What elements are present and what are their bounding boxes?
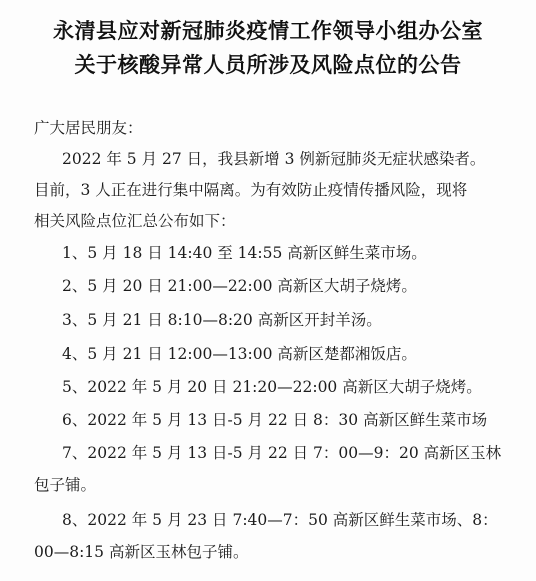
list-item-5: 5、2022 年 5 月 20 日 21:20—22:00 高新区大胡子烧烤。: [62, 378, 482, 396]
document-title-line2: 关于核酸异常人员所涉及风险点位的公告: [74, 53, 462, 77]
paragraph-1-line-1: 2022 年 5 月 27 日，我县新增 3 例新冠肺炎无症状感染者。: [62, 150, 486, 168]
list-item-6: 6、2022 年 5 月 13 日-5 月 22 日 8：30 高新区鲜生菜市场: [62, 411, 488, 429]
paragraph-1-line-2: 目前，3 人正在进行集中隔离。为有效防止疫情传播风险，现将: [34, 181, 468, 199]
greeting: 广大居民朋友：: [34, 119, 143, 137]
list-item-7-line-1: 7、2022 年 5 月 13 日-5 月 22 日 7：00—9：20 高新区玉林: [62, 444, 502, 462]
list-item-7-line-2: 包子铺。: [34, 476, 97, 494]
list-item-2: 2、5 月 20 日 21:00—22:00 高新区大胡子烧烤。: [62, 277, 417, 295]
list-item-3: 3、5 月 21 日 8:10—8:20 高新区开封羊汤。: [62, 311, 382, 329]
list-item-8-line-2: 00—8:15 高新区玉林包子铺。: [34, 543, 249, 561]
paragraph-1-line-3: 相关风险点位汇总公布如下：: [34, 212, 236, 230]
list-item-8-line-1: 8、2022 年 5 月 23 日 7:40—7：50 高新区鲜生菜市场、8：: [62, 511, 498, 529]
list-item-4: 4、5 月 21 日 12:00—13:00 高新区楚都湘饭店。: [62, 345, 417, 363]
list-item-1: 1、5 月 18 日 14:40 至 14:55 高新区鲜生菜市场。: [62, 244, 427, 262]
document-title-line1: 永清县应对新冠肺炎疫情工作领导小组办公室: [53, 19, 483, 43]
